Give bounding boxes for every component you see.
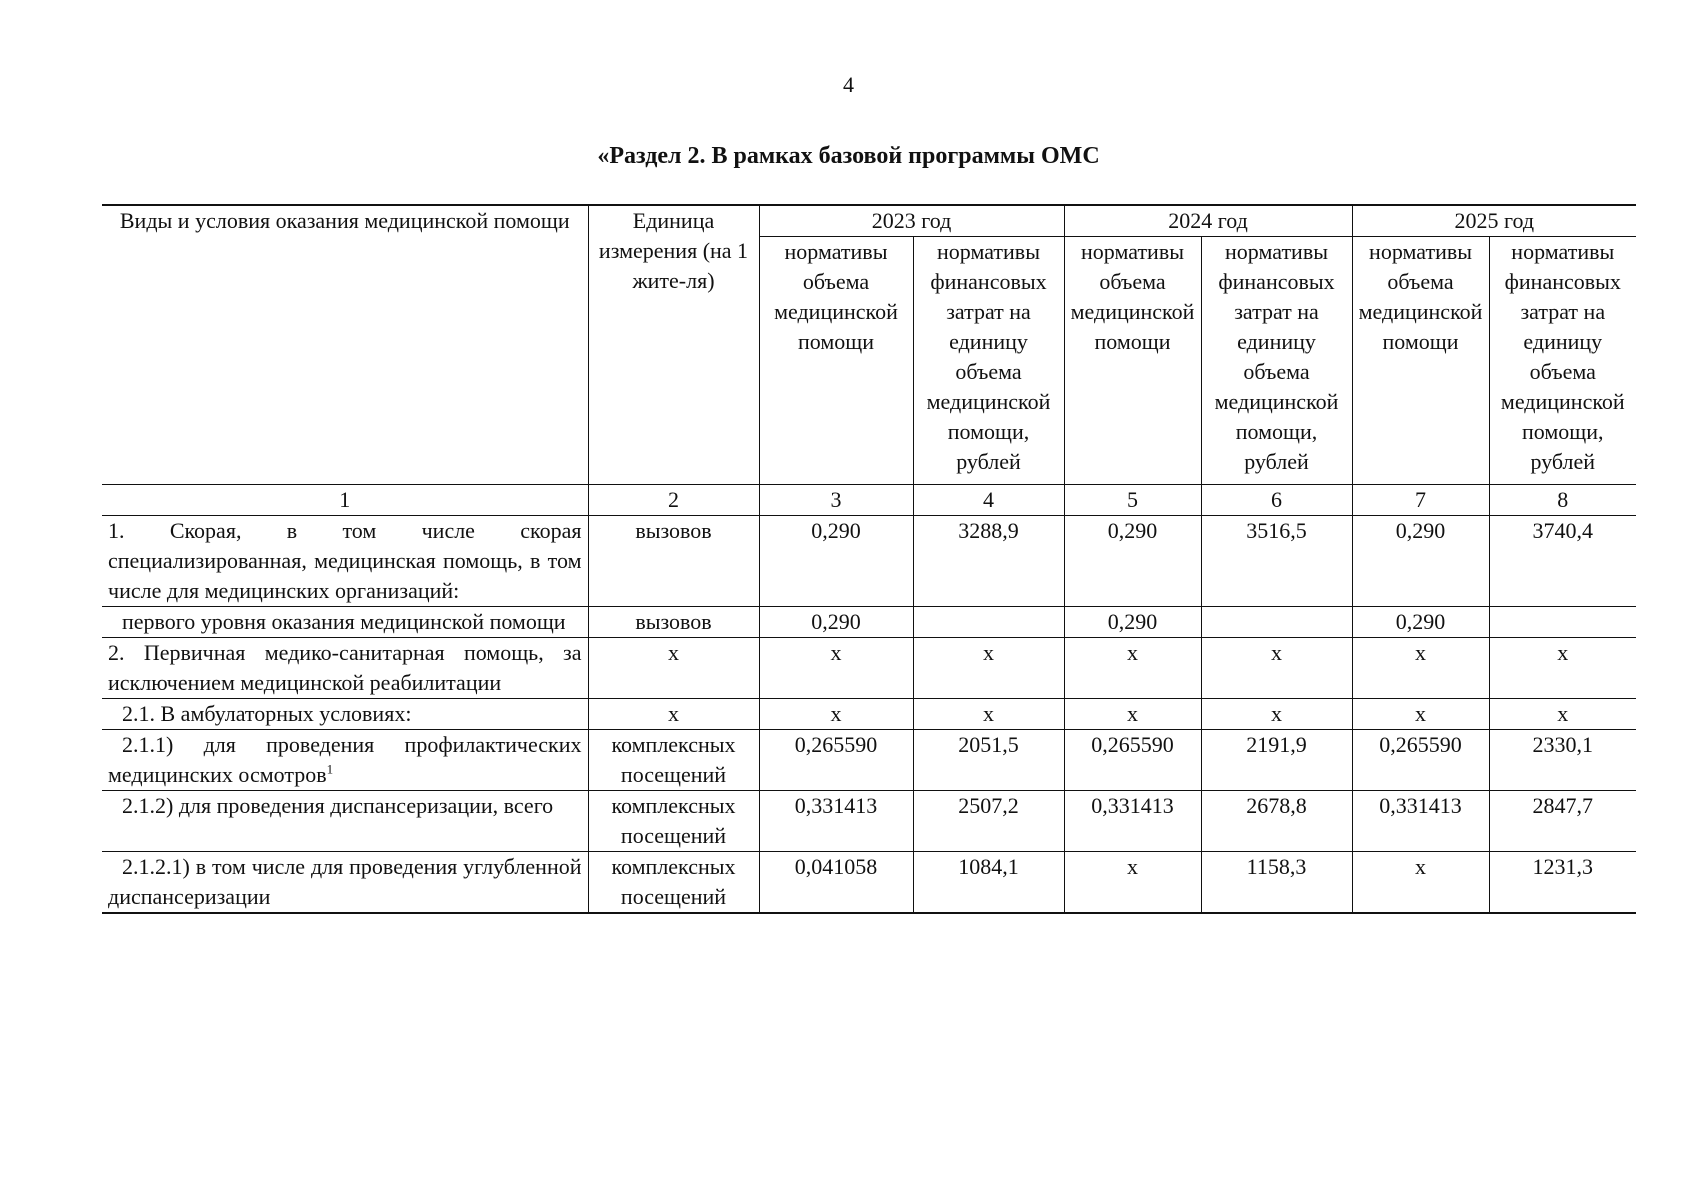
row-unit: х	[588, 638, 759, 699]
header-unit: Единица измерения (на 1 жите-ля)	[588, 205, 759, 485]
value-cell: х	[913, 638, 1064, 699]
value-cell: х	[1352, 638, 1489, 699]
page-number: 4	[843, 72, 854, 97]
value-cell: 2847,7	[1489, 791, 1636, 852]
header-year-2023: 2023 год	[759, 205, 1064, 237]
row-name: первого уровня оказания медицинской помощи	[102, 607, 588, 638]
row-unit: вызовов	[588, 516, 759, 607]
header-volume-2023: нормативы объема медицинской помощи	[759, 237, 913, 485]
section-title: «Раздел 2. В рамках базовой программы ОМС	[597, 143, 1100, 169]
column-number: 2	[588, 485, 759, 516]
value-cell: 0,290	[1352, 516, 1489, 607]
value-cell: 0,290	[1064, 607, 1201, 638]
column-number: 4	[913, 485, 1064, 516]
value-cell: 2678,8	[1201, 791, 1352, 852]
header-year-2024: 2024 год	[1064, 205, 1352, 237]
value-cell: 0,290	[759, 607, 913, 638]
footnote-marker: 1	[326, 761, 334, 777]
header-cost-2025: нормативы финансовых затрат на единицу объема медицинской помощи, рублей	[1489, 237, 1636, 485]
value-cell: 0,290	[1064, 516, 1201, 607]
value-cell: х	[1489, 699, 1636, 730]
row-name: 2.1.2) для проведения диспансеризации, всего	[102, 791, 588, 852]
value-cell: 0,041058	[759, 852, 913, 914]
column-number: 3	[759, 485, 913, 516]
table-row	[102, 791, 1636, 852]
header-volume-2025: нормативы объема медицинской помощи	[1352, 237, 1489, 485]
row-unit: х	[588, 699, 759, 730]
value-cell: 0,290	[759, 516, 913, 607]
row-name: 2.1.2.1) в том числе для проведения углубленной диспансеризации	[102, 852, 588, 914]
row-name: 1. Скорая, в том числе скорая специализированная, медицинская помощь, в том числе для медицинских организаций:	[102, 516, 588, 607]
value-cell	[1201, 607, 1352, 638]
value-cell: 0,265590	[1352, 730, 1489, 791]
value-cell: 0,265590	[1064, 730, 1201, 791]
header-cost-2023: нормативы финансовых затрат на единицу объема медицинской помощи, рублей	[913, 237, 1064, 485]
value-cell: 1084,1	[913, 852, 1064, 914]
row-name: 2.1.1) для проведения профилактических медицинских осмотров	[108, 732, 582, 787]
column-number: 1	[102, 485, 588, 516]
row-unit: комплексных посещений	[588, 852, 759, 914]
value-cell: 0,265590	[759, 730, 913, 791]
value-cell: х	[1064, 638, 1201, 699]
value-cell: 3516,5	[1201, 516, 1352, 607]
value-cell: х	[1352, 852, 1489, 914]
column-number: 8	[1489, 485, 1636, 516]
header-cost-2024: нормативы финансовых затрат на единицу объема медицинской помощи, рублей	[1201, 237, 1352, 485]
row-unit: комплексных посещений	[588, 730, 759, 791]
column-number-row	[102, 485, 1636, 516]
value-cell: 3288,9	[913, 516, 1064, 607]
table-row	[102, 852, 1636, 914]
row-unit: вызовов	[588, 607, 759, 638]
value-cell: 0,290	[1352, 607, 1489, 638]
value-cell: 3740,4	[1489, 516, 1636, 607]
value-cell: х	[1352, 699, 1489, 730]
row-unit: комплексных посещений	[588, 791, 759, 852]
header-volume-2024: нормативы объема медицинской помощи	[1064, 237, 1201, 485]
value-cell: 1231,3	[1489, 852, 1636, 914]
column-number: 7	[1352, 485, 1489, 516]
value-cell: 0,331413	[759, 791, 913, 852]
value-cell	[913, 607, 1064, 638]
table-row	[102, 699, 1636, 730]
norms-table	[102, 204, 1636, 914]
row-name: 2. Первичная медико-санитарная помощь, за исключением медицинской реабилитации	[102, 638, 588, 699]
row-name: 2.1. В амбулаторных условиях:	[102, 699, 588, 730]
value-cell: 0,331413	[1352, 791, 1489, 852]
value-cell: х	[759, 638, 913, 699]
value-cell: х	[759, 699, 913, 730]
table-row	[102, 516, 1636, 607]
header-type-conditions: Виды и условия оказания медицинской помощи	[102, 205, 588, 485]
header-year-2025: 2025 год	[1352, 205, 1636, 237]
row-name-cell	[102, 730, 588, 791]
table-row	[102, 730, 1636, 791]
value-cell: 2330,1	[1489, 730, 1636, 791]
value-cell: 0,331413	[1064, 791, 1201, 852]
value-cell: х	[913, 699, 1064, 730]
value-cell: 2507,2	[913, 791, 1064, 852]
value-cell: х	[1201, 638, 1352, 699]
value-cell: х	[1064, 699, 1201, 730]
column-number: 6	[1201, 485, 1352, 516]
value-cell: х	[1064, 852, 1201, 914]
value-cell	[1489, 607, 1636, 638]
table-row	[102, 638, 1636, 699]
table-row	[102, 607, 1636, 638]
column-number: 5	[1064, 485, 1201, 516]
value-cell: 2051,5	[913, 730, 1064, 791]
value-cell: 2191,9	[1201, 730, 1352, 791]
value-cell: 1158,3	[1201, 852, 1352, 914]
value-cell: х	[1489, 638, 1636, 699]
value-cell: х	[1201, 699, 1352, 730]
